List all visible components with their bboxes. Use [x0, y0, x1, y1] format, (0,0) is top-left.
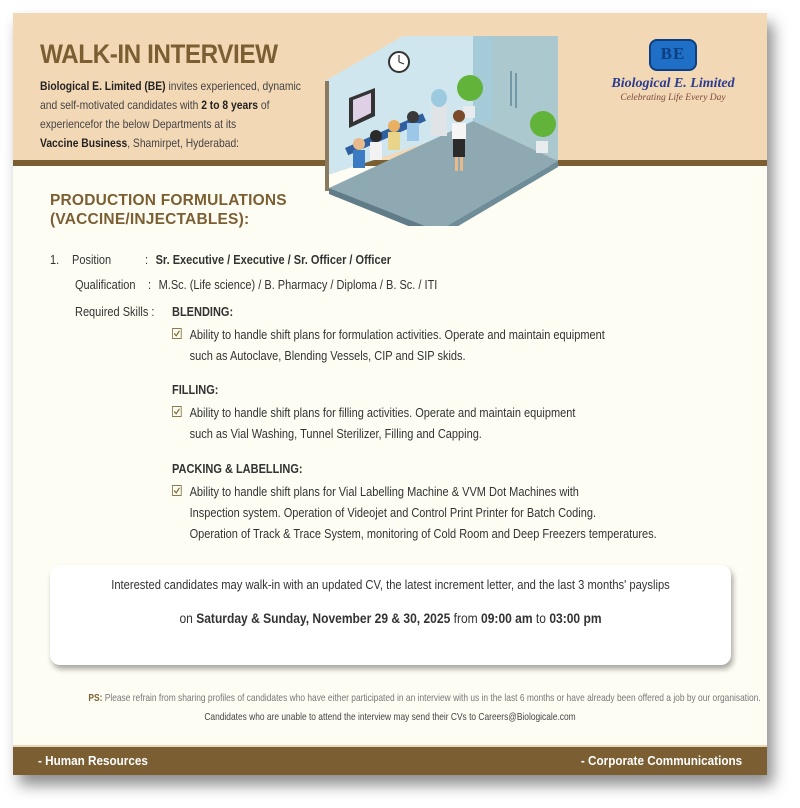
department-title-line1: PRODUCTION FORMULATIONS	[50, 192, 287, 209]
department-title	[50, 191, 287, 229]
skill-item-filling	[172, 403, 575, 445]
skill-heading-filling: FILLING:	[172, 383, 219, 397]
skill-item-blending	[172, 325, 605, 367]
skill-line: such as Autoclave, Blending Vessels, CIP and SIP skids.	[189, 349, 466, 363]
qualification-label: Qualification	[75, 278, 136, 292]
ps-note	[88, 692, 761, 704]
position-label: Position	[72, 253, 112, 267]
skill-line: Ability to handle shift plans for formulation activities. Operate and maintain equipment	[189, 328, 605, 342]
skill-line: Operation of Track & Trace System, monitoring of Cold Room and Deep Freezers temperatures.	[189, 527, 657, 541]
skill-line: Ability to handle shift plans for filling activities. Operate and maintain equipment	[189, 406, 576, 420]
business-name: Vaccine Business	[40, 136, 128, 150]
intro-text-2: and self-motivated candidates with	[40, 98, 202, 112]
skill-line: Inspection system. Operation of Videojet and Control Print Printer for Batch Coding.	[189, 506, 597, 520]
checkbox-checked-icon	[172, 485, 182, 496]
cv-email-note: Candidates who are unable to attend the interview may send their CVs to Careers@Biologicale.com	[204, 711, 576, 723]
checkbox-checked-icon	[172, 406, 182, 417]
position-row	[50, 253, 391, 267]
department-title-line2: (VACCINE/INJECTABLES):	[50, 211, 250, 228]
logo-company-name: Biological E. Limited	[611, 76, 735, 91]
ps-text: Please refrain from sharing profiles of candidates who have either participated in an interview with us in the last 6 months or have already been offered a job by our organisation.	[102, 692, 761, 704]
skills-label-row	[75, 305, 155, 319]
footer-human-resources: - Human Resources	[38, 753, 148, 768]
schedule-to: to	[532, 610, 550, 626]
skills-label: Required Skills	[75, 305, 149, 319]
separator: :	[148, 278, 152, 292]
checkbox-checked-icon	[172, 328, 182, 339]
qualification-row	[75, 278, 437, 292]
schedule-prefix: on	[179, 610, 197, 626]
be-logo-icon: BE	[649, 39, 697, 71]
position-number: 1.	[50, 253, 60, 267]
skill-heading-blending: BLENDING:	[172, 305, 234, 319]
job-advertisement	[13, 13, 767, 775]
end-time: 03:00 pm	[549, 610, 602, 626]
skill-heading-packing: PACKING & LABELLING:	[172, 462, 303, 476]
waiting-room-illustration-icon	[313, 26, 558, 226]
walk-in-notice-box	[50, 565, 731, 665]
start-time: 09:00 am	[481, 610, 533, 626]
interview-dates: Saturday & Sunday, November 29 & 30, 2025	[196, 610, 451, 626]
page-title: WALK-IN INTERVIEW	[40, 39, 278, 69]
intro-text-2b: of	[257, 98, 270, 112]
intro-text	[40, 77, 301, 153]
position-value: Sr. Executive / Executive / Sr. Officer / Officer	[155, 253, 391, 267]
separator: :	[151, 305, 155, 319]
company-logo	[593, 39, 753, 103]
company-name: Biological E. Limited (BE)	[40, 79, 166, 93]
ps-label: PS:	[88, 692, 103, 704]
skill-line: such as Vial Washing, Tunnel Sterilizer, Filling and Capping.	[189, 427, 482, 441]
interview-schedule-text	[98, 610, 684, 626]
footer-corporate-communications: - Corporate Communications	[580, 753, 742, 768]
schedule-from: from	[450, 610, 482, 626]
logo-tagline: Celebrating Life Every Day	[620, 93, 726, 103]
documents-required-text: Interested candidates may walk-in with an updated CV, the latest increment letter, and the last 3 months' payslips	[111, 577, 670, 592]
intro-text-1: invites experienced, dynamic	[165, 79, 301, 93]
qualification-value: M.Sc. (Life science) / B. Pharmacy / Diploma / B. Sc. / ITI	[158, 278, 438, 292]
skill-line: Ability to handle shift plans for Vial Labelling Machine & VVM Dot Machines with	[189, 485, 579, 499]
skill-item-packing	[172, 482, 657, 545]
footer-bar	[13, 745, 767, 775]
location-text: , Shamirpet, Hyderabad:	[127, 136, 240, 150]
intro-text-3: experiencefor the below Departments at its	[40, 117, 237, 131]
experience-years: 2 to 8 years	[201, 98, 258, 112]
separator: :	[145, 253, 149, 267]
